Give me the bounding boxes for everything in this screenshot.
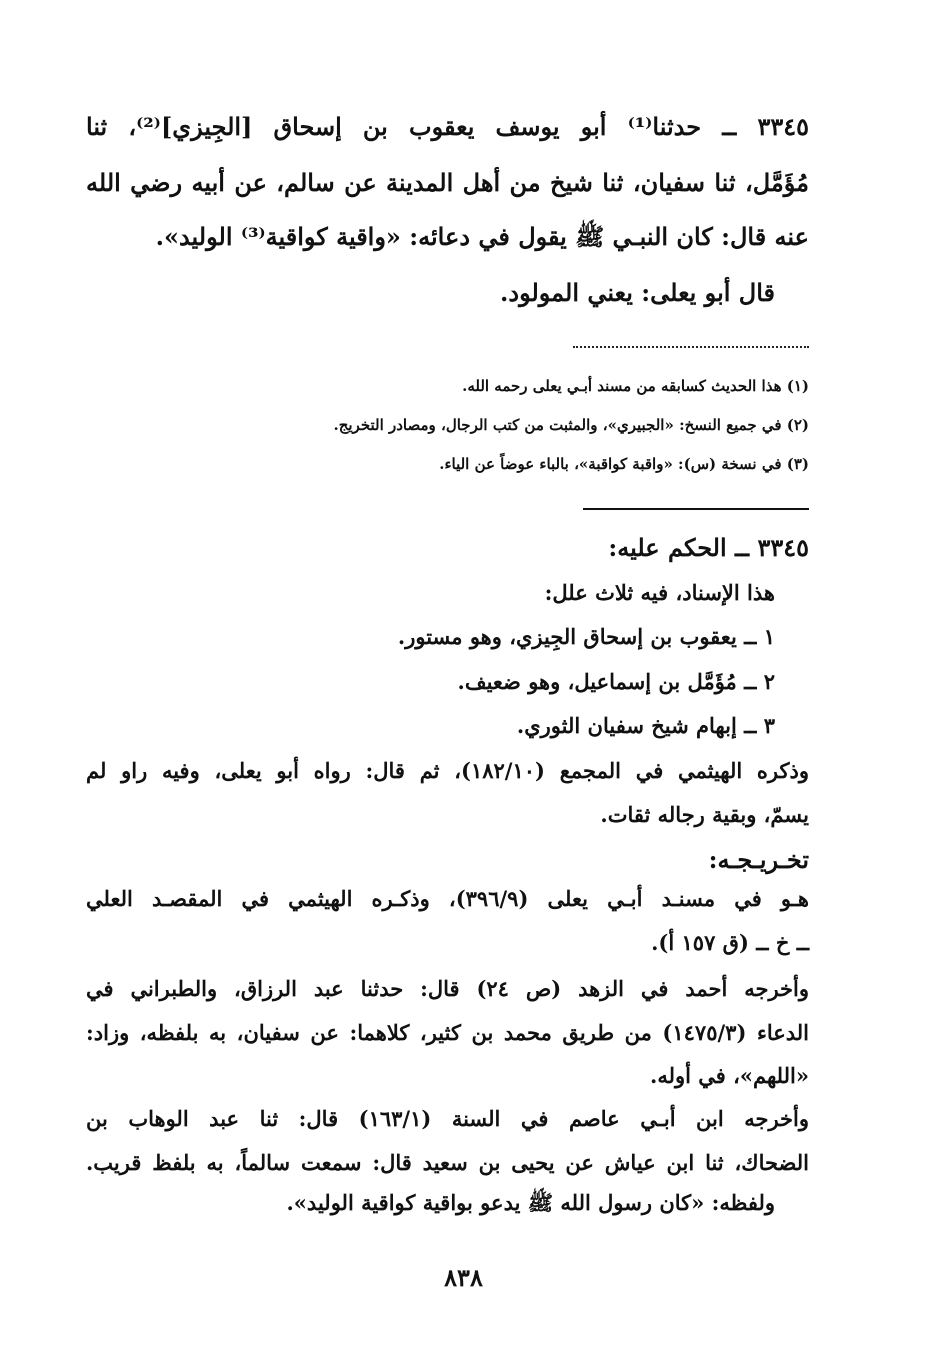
- takhrij-p2-line-2: الدعاء (١٤٧٥/٣) من طريق محمد بن كثير، كلاهما: عن سفيان، به بلفظه، وزاد:: [86, 1020, 810, 1045]
- footnote-separator-dots: [573, 346, 809, 348]
- hadith-line-2: مُؤَمَّل، ثنا سفيان، ثنا شيخ من أهل المدينة عن سالم، عن أبيه رضي الله: [86, 168, 809, 197]
- ruling-intro: هذا الإسناد، فيه ثلاث علل:: [544, 580, 775, 605]
- takhrij-p1-line-1: هـو في مسنـد أبـي يعلى (٣٩٦/٩)، وذكـره الهيثمي في المقصـد العلي: [86, 886, 809, 911]
- takhrij-p1-line-2: ــ خ ــ (ق ١٥٧ أ).: [651, 930, 809, 955]
- takhrij-p3-line-2: الضحاك، ثنا ابن عياش عن يحيى بن سعيد قال: سمعت سالماً، به بلفظ قريب.: [86, 1150, 809, 1175]
- page-number: ٨٣٨: [444, 1263, 483, 1292]
- hadith-line-1: ٣٣٤٥ ــ حدثنا⁽¹⁾ أبو يوسف يعقوب بن إسحاق [الجِيزي]⁽²⁾، ثنا: [86, 112, 810, 141]
- takhrij-heading: تخـريـجـه:: [708, 845, 809, 874]
- ruling-item-2: ٢ ــ مُؤَمَّل بن إسماعيل، وهو ضعيف.: [457, 669, 775, 694]
- ruling-note-line-2: يسمّ، وبقية رجاله ثقات.: [600, 802, 809, 827]
- ruling-heading: ٣٣٤٥ ــ الحكم عليه:: [608, 533, 809, 562]
- footnote-2: (٢) في جميع النسخ: «الجبيري»، والمثبت من كتب الرجال، ومصادر التخريج.: [333, 416, 809, 434]
- hadith-line-3: عنه قال: كان النبـي ﷺ يقول في دعائه: «واقية كواقية⁽³⁾ الوليد».: [155, 222, 809, 251]
- takhrij-p3-line-3: ولفظه: «كان رسول الله ﷺ يدعو بواقية كواقية الوليد».: [286, 1190, 775, 1215]
- takhrij-p3-line-1: وأخرجه ابن أبـي عاصم في السنة (١٦٣/١) قال: ثنا عبد الوهاب بن: [86, 1106, 810, 1131]
- footnote-3: (٣) في نسخة (س): «واقبة كواقبة»، بالباء عوضاً عن الياء.: [439, 455, 809, 473]
- section-divider: [583, 508, 809, 510]
- ruling-item-1: ١ ــ يعقوب بن إسحاق الجِيزي، وهو مستور.: [397, 624, 775, 649]
- ruling-note-line-1: وذكره الهيثمي في المجمع (١٨٢/١٠)، ثم قال: رواه أبو يعلى، وفيه راو لم: [86, 758, 810, 783]
- takhrij-p2-line-3: «اللهم»، في أوله.: [650, 1063, 809, 1088]
- ruling-item-3: ٣ ــ إبهام شيخ سفيان الثوري.: [516, 713, 775, 738]
- takhrij-p2-line-1: وأخرجه أحمد في الزهد (ص ٢٤) قال: حدثنا عبد الرزاق، والطبراني في: [86, 976, 810, 1001]
- footnote-1: (١) هذا الحديث كسابقه من مسند أبـي يعلى رحمه الله.: [462, 377, 809, 395]
- hadith-line-4: قال أبو يعلى: يعني المولود.: [500, 278, 775, 307]
